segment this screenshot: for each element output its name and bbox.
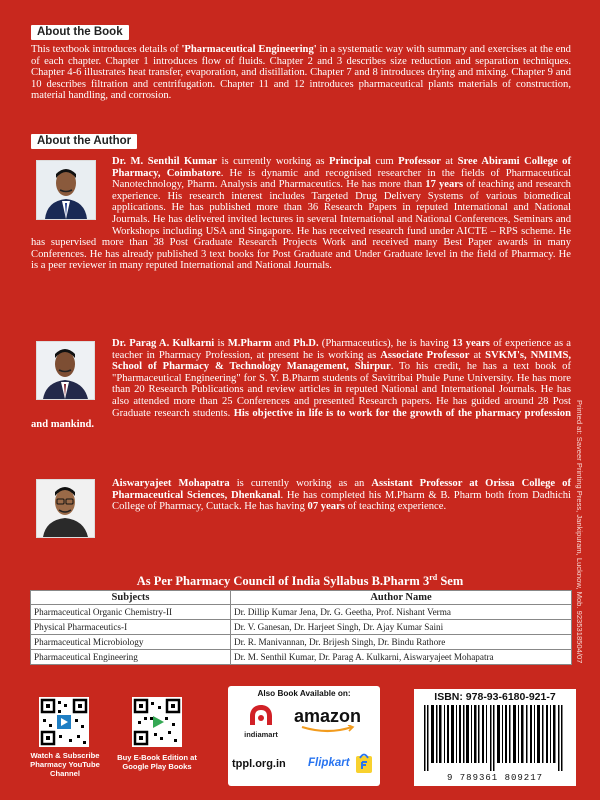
- ebook-qr-label: Buy E-Book Edition at Google Play Books: [117, 753, 197, 771]
- author-cell: Dr. V. Ganesan, Dr. Harjeet Singh, Dr. Ajay Kumar Saini: [231, 620, 572, 635]
- flipkart-logo[interactable]: Flipkart: [302, 748, 376, 778]
- isbn-barcode-box: [414, 689, 576, 786]
- subject-cell: Pharmaceutical Organic Chemistry-II: [31, 605, 231, 620]
- subject-cell: Physical Pharmaceutics-I: [31, 620, 231, 635]
- about-book-heading: About the Book: [31, 25, 129, 40]
- author-1-bio: Dr. M. Senthil Kumar is currently working as Principal cum Professor at Sree Abirami College of Pharmacy, Coimbatore. He is dynamic and recognised researcher in the fields of Pharmaceutical Nanotechnology, Pharm. Analysis and Pharmaceutics. He has more than 17 years of teaching and research experience. His research interest includes Targeted Drug Delivery Systems of various biomedical applications. He has published more than 36 Research Papers in reputed International and National Journals. He has delivered invited lectures in several International and National Conferences, Seminars and Workshops including USA and Singapore. He has received research fund under AICTE – RPS scheme. He has supervised more than 38 Post Graduate Research Projects Work and received many Best Paper awards in many Conferences. He has already published 3 text books for Post Graduate and Under Graduate level in the field of Pharmacy. He is a peer reviewer in many reputed International and National Journals.: [31, 156, 572, 272]
- author-cell: Dr. M. Senthil Kumar, Dr. Parag A. Kulkarni, Aiswaryajeet Mohapatra: [231, 650, 572, 665]
- amazon-logo[interactable]: amazon: [294, 706, 374, 736]
- author-3-bio: Aiswaryajeet Mohapatra is currently working as an Assistant Professor at Orissa College of Pharmaceutical Sciences, Dhenkanal. He has completed his M.Pharm & B. Pharm both from Dadhichi College of Pharmacy, Cuttack. He has having 07 years of teaching experience.: [112, 478, 571, 513]
- header-subjects: Subjects: [31, 591, 231, 605]
- subject-cell: Pharmaceutical Microbiology: [31, 635, 231, 650]
- table-row: [31, 620, 572, 635]
- author-cell: Dr. R. Manivannan, Dr. Brijesh Singh, Dr. Bindu Rathore: [231, 635, 572, 650]
- ebook-qr-code[interactable]: [132, 697, 182, 747]
- table-row: [31, 650, 572, 665]
- flipkart-bag-icon: [354, 750, 374, 774]
- available-on-box: [228, 686, 380, 786]
- syllabus-table: [30, 590, 572, 665]
- isbn-digits: 9 789361 809217: [446, 773, 543, 783]
- syllabus-title: As Per Pharmacy Council of India Syllabus B.Pharm 3rd Sem: [136, 573, 464, 589]
- header-author: Author Name: [231, 591, 572, 605]
- about-author-heading: About the Author: [31, 134, 137, 149]
- author-2-bio: Dr. Parag A. Kulkarni is M.Pharm and Ph.D. (Pharmaceutics), he is having 13 years of experience as a teacher in Pharmacy Profession, at present he is working as Associate Professor at SVKM's, NMIMS, School of Pharmacy & Technology Management, Shirpur. To his credit, he has a text book of "Pharmaceutical Engineering" for S. Y. B.Pharm students of Savitribai Phule Pune University. He has more than 20 Research Publications and review articles in reputed National and International Journals. He has also attended more than 25 Conferences and presented Research papers. He has guided around 28 Post Graduate research students. His objective in life is to work for the growth of the pharmacy profession and mankind.: [31, 338, 571, 431]
- youtube-qr-label: Watch & Subscribe Pharmacy YouTube Channel: [30, 751, 100, 778]
- barcode-bars: [420, 705, 570, 771]
- youtube-qr-code[interactable]: [39, 697, 89, 747]
- table-row: [31, 635, 572, 650]
- subject-cell: Pharmaceutical Engineering: [31, 650, 231, 665]
- table-header-row: [31, 591, 572, 605]
- printer-side-text: Printed at: Saveer Printing Press, Jankipuram, Lucknow, Mob. 9235318504/07: [575, 400, 584, 664]
- isbn-label: ISBN: 978-93-6180-921-7: [434, 691, 556, 703]
- available-on-title: Also Book Available on:: [257, 689, 351, 698]
- tppl-link[interactable]: tppl.org.in: [232, 758, 286, 770]
- table-row: [31, 605, 572, 620]
- author-cell: Dr. Dillip Kumar Jena, Dr. G. Geetha, Prof. Nishant Verma: [231, 605, 572, 620]
- about-book-text: This textbook introduces details of 'Pharmaceutical Engineering' in a systematic way with summary and exercises at the end of each chapter. Chapter 1 introduces flow of fluids. Chapter 2 and 3 describes size reduction and separation techniques. Chapter 4-6 illustrates heat transfer, evaporation, and distillation. Chapter 7 and 8 introduces drying and mixing. Chapter 9 and 10 describes filtration and centrifugation. Chapter 11 and 12 introduces pharmaceutical plants materials of construction, material handling, and corrosion.: [31, 44, 571, 102]
- indiamart-logo[interactable]: indiamart: [236, 704, 286, 738]
